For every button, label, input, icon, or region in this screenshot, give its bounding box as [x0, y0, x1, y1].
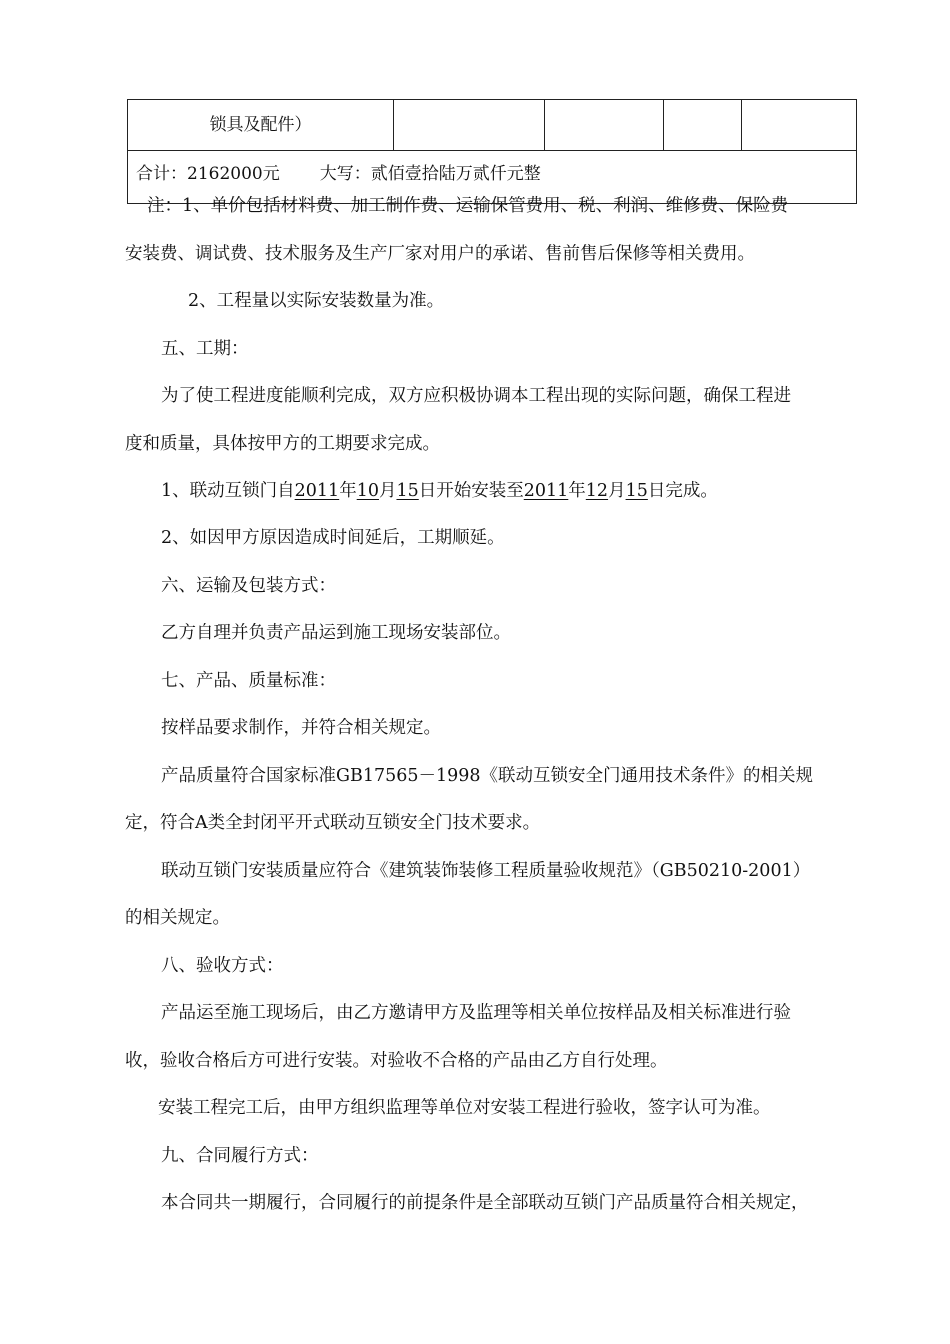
table-cell: [664, 100, 742, 151]
month-label: 月: [378, 481, 397, 501]
month-label: 月: [608, 481, 626, 501]
section-6-paragraph: 乙方自理并负责产品运到施工现场安装部位。: [161, 623, 511, 643]
section-5-item-2: 2、如因甲方原因造成时间延后，工期顺延。: [161, 528, 505, 548]
note-1-continued: 安装费、调试费、技术服务及生产厂家对用户的承诺、售前售后保修等相关费用。: [125, 244, 755, 264]
end-text: 日完成。: [647, 481, 718, 501]
item-1-prefix: 1、联动互锁门自: [161, 481, 295, 501]
end-day: 15: [625, 481, 648, 501]
section-5-item-1: [161, 480, 718, 502]
section-7-paragraph-3: 联动互锁门安装质量应符合《建筑装饰装修工程质量验收规范》（GB50210-2001）: [161, 861, 811, 881]
year-label: 年: [568, 481, 586, 501]
section-8-paragraph-2: 安装工程完工后，由甲方组织监理等单位对安装工程进行验收，签字认可为准。: [158, 1098, 771, 1118]
start-text: 日开始安装至: [418, 481, 524, 501]
table-cell: [545, 100, 664, 151]
start-month: 10: [356, 481, 379, 501]
section-5-paragraph: 为了使工程进度能顺利完成，双方应积极协调本工程出现的实际问题，确保工程进: [161, 386, 791, 406]
section-9-paragraph: 本合同共一期履行，合同履行的前提条件是全部联动互锁门产品质量符合相关规定，: [161, 1193, 809, 1213]
section-5-paragraph-continued: 度和质量，具体按甲方的工期要求完成。: [125, 434, 440, 454]
start-year: 2011: [294, 481, 340, 501]
section-6-title: 六、运输及包装方式：: [161, 576, 336, 596]
table-row: [128, 100, 857, 151]
section-5-title: 五、工期：: [161, 339, 249, 359]
section-8-title: 八、验收方式：: [161, 956, 284, 976]
total-amount: 合计：2162000元: [136, 164, 280, 184]
section-7-paragraph-1: 按样品要求制作，并符合相关规定。: [161, 718, 441, 738]
section-8-paragraph-1: 产品运至施工现场后，由乙方邀请甲方及监理等相关单位按样品及相关标准进行验: [161, 1003, 791, 1023]
year-label: 年: [339, 481, 357, 501]
total-amount-words: 大写：贰佰壹拾陆万贰仟元整: [319, 164, 541, 184]
item-name-text: 锁具及配件）: [209, 115, 312, 135]
section-7-paragraph-2: 产品质量符合国家标准GB17565－1998《联动互锁安全门通用技术条件》的相关规: [161, 766, 814, 786]
end-year: 2011: [523, 481, 569, 501]
table-cell-item: [128, 100, 394, 151]
note-2: 2、工程量以实际安装数量为准。: [188, 291, 445, 311]
note-1: 注：1、单价包括材料费、加工制作费、运输保管费用、税、利润、维修费、保险费: [147, 196, 789, 216]
section-7-title: 七、产品、质量标准：: [161, 671, 336, 691]
section-7-paragraph-2-continued: 定，符合A类全封闭平开式联动互锁安全门技术要求。: [125, 813, 541, 833]
table-cell: [742, 100, 857, 151]
section-7-paragraph-3-continued: 的相关规定。: [125, 908, 230, 928]
section-8-paragraph-1-continued: 收，验收合格后方可进行安装。对验收不合格的产品由乙方自行处理。: [125, 1051, 668, 1071]
end-month: 12: [585, 481, 609, 501]
cost-table: [127, 99, 857, 204]
table-cell: [394, 100, 545, 151]
section-9-title: 九、合同履行方式：: [161, 1146, 319, 1166]
start-day: 15: [396, 481, 419, 501]
